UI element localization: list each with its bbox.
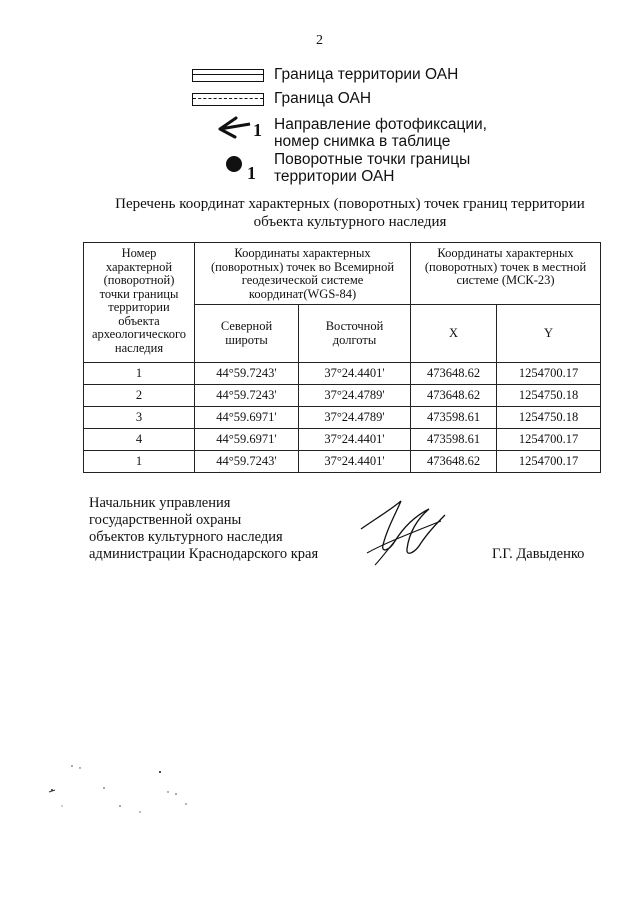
legend-label: Граница территории ОАН <box>274 66 459 83</box>
legend-item-oan-boundary <box>190 90 371 112</box>
cell-x: 473648.62 <box>411 363 497 385</box>
cell-longitude: 37°24.4401' <box>299 429 411 451</box>
table-row <box>84 385 601 407</box>
cell-x: 473598.61 <box>411 429 497 451</box>
cell-latitude: 44°59.7243' <box>195 385 299 407</box>
header-y: Y <box>497 305 601 363</box>
signer-name: Г.Г. Давыденко <box>492 546 585 562</box>
title-line: объекта культурного наследия <box>253 214 447 230</box>
header-point-number: Номер характерной (поворотной) точки границы территории объекта археологического наследия <box>84 243 195 363</box>
cell-longitude: 37°24.4401' <box>299 363 411 385</box>
legend-label-line: номер снимка в таблице <box>274 133 451 150</box>
cell-y: 1254750.18 <box>497 385 601 407</box>
scan-noise-specks <box>40 760 220 830</box>
cell-latitude: 44°59.7243' <box>195 451 299 473</box>
legend-label-line: Поворотные точки границы <box>274 151 471 168</box>
title-line: Перечень координат характерных (поворотных) точек границ территории <box>115 196 585 212</box>
legend-marker: 1 <box>253 120 262 140</box>
cell-longitude: 37°24.4401' <box>299 451 411 473</box>
turning-point-dot-icon <box>190 152 266 188</box>
photo-direction-arrow-icon <box>190 113 266 149</box>
coordinates-table <box>83 242 601 473</box>
cell-y: 1254750.18 <box>497 407 601 429</box>
signer-position <box>89 495 318 563</box>
table-row <box>84 429 601 451</box>
handwritten-signature <box>355 493 450 568</box>
cell-point-number: 3 <box>84 407 195 429</box>
cell-point-number: 1 <box>84 363 195 385</box>
document-title <box>60 195 639 231</box>
table-row <box>84 451 601 473</box>
cell-x: 473648.62 <box>411 385 497 407</box>
legend-item-territory-boundary <box>190 66 458 88</box>
header-msk23-group: Координаты характерных (поворотных) точек в местной системе (МСК-23) <box>411 243 601 305</box>
cell-y: 1254700.17 <box>497 429 601 451</box>
legend-label-line: Направление фотофиксации, <box>274 116 487 133</box>
header-x: X <box>411 305 497 363</box>
cell-y: 1254700.17 <box>497 363 601 385</box>
cell-latitude: 44°59.6971' <box>195 429 299 451</box>
cell-y: 1254700.17 <box>497 451 601 473</box>
position-line: государственной охраны <box>89 512 242 528</box>
cell-point-number: 2 <box>84 385 195 407</box>
cell-x: 473648.62 <box>411 451 497 473</box>
cell-latitude: 44°59.6971' <box>195 407 299 429</box>
page-number: 2 <box>316 33 323 48</box>
cell-point-number: 1 <box>84 451 195 473</box>
cell-longitude: 37°24.4789' <box>299 407 411 429</box>
position-line: администрации Краснодарского края <box>89 546 319 562</box>
legend-item-turning-points <box>190 152 470 192</box>
cell-point-number: 4 <box>84 429 195 451</box>
legend-label: Граница ОАН <box>274 90 372 107</box>
legend-label-line: территории ОАН <box>274 168 395 185</box>
cell-x: 473598.61 <box>411 407 497 429</box>
legend-marker: 1 <box>247 163 256 183</box>
legend-item-photo-direction <box>190 113 487 153</box>
table-row <box>84 363 601 385</box>
cell-longitude: 37°24.4789' <box>299 385 411 407</box>
header-wgs84-group: Координаты характерных (поворотных) точек во Всемирной геодезической системе координат(WGS-84) <box>195 243 411 305</box>
header-east-longitude: Восточной долготы <box>299 305 411 363</box>
table-row <box>84 407 601 429</box>
cell-latitude: 44°59.7243' <box>195 363 299 385</box>
position-line: объектов культурного наследия <box>89 529 283 545</box>
header-north-latitude: Северной широты <box>195 305 299 363</box>
position-line: Начальник управления <box>89 495 231 511</box>
